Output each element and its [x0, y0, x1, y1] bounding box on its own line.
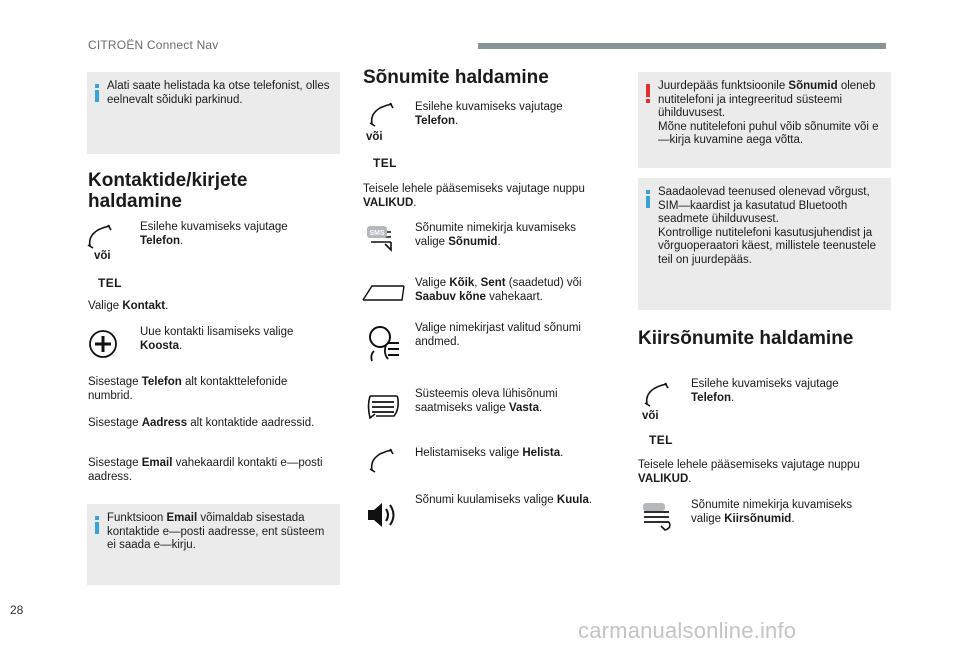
speaker-icon	[366, 500, 400, 530]
section-heading: Sõnumite haldamine	[363, 67, 549, 88]
bold-text: Sõnumid	[788, 80, 838, 92]
text: .	[165, 300, 169, 312]
step-text	[415, 101, 605, 128]
text: (saadetud) või	[505, 277, 582, 289]
phone-icon	[368, 102, 394, 128]
text: Helistamiseks valige	[415, 447, 523, 459]
bold-text: Koosta	[140, 339, 179, 352]
instruction	[88, 376, 328, 403]
instruction	[415, 222, 605, 249]
header-title: CITROËN Connect Nav	[88, 38, 219, 52]
text: .	[178, 339, 183, 352]
text: vahekaardil kontakti e—posti aadress.	[88, 457, 323, 483]
text: võimaldab sisestada kontaktide e—posti aadresse, ent süsteem ei saada e—kirju.	[107, 512, 325, 551]
tabs-icon	[362, 282, 406, 302]
step-text	[691, 378, 881, 405]
text: Sisestage	[88, 376, 142, 388]
text: Esilehe kuvamiseks vajutage	[691, 378, 839, 390]
bold-text: Kiirsõnumid	[724, 512, 792, 525]
section-heading: Kontaktide/kirjete haldamine	[88, 170, 248, 212]
sms-icon-text: SMS	[369, 230, 385, 237]
text: Sisestage	[88, 457, 142, 469]
text: Juurdepääs funktsioonile	[658, 80, 789, 92]
phone-icon	[643, 382, 669, 408]
info-note	[638, 178, 891, 310]
warning-note	[638, 72, 891, 168]
bold-text: Email	[141, 457, 173, 469]
instruction	[88, 457, 338, 484]
text: .	[413, 196, 417, 209]
bold-text: Kõik	[449, 277, 475, 289]
tel-button[interactable]: TEL	[649, 433, 673, 447]
bold-text: Telefon	[415, 114, 456, 127]
add-icon	[88, 329, 118, 359]
text: .	[588, 494, 593, 506]
text: Mõne nutitelefoni puhul võib sõnumite või e—kirja kuvamine aega võtta.	[658, 120, 879, 146]
instruction: Valige nimekirjast valitud sõnumi andmed.	[415, 322, 581, 348]
bold-text: Saabuv kõne	[415, 290, 486, 303]
or-label: või	[366, 131, 383, 143]
text: Teisele lehele pääsemiseks vajutage nuppu	[363, 183, 585, 195]
instruction	[363, 183, 613, 210]
text: .	[497, 235, 501, 248]
text: Funktsioon	[107, 512, 167, 524]
text: Sõnumi kuulamiseks valige	[415, 494, 557, 506]
text: .	[731, 391, 735, 404]
instruction	[140, 326, 330, 353]
text: Sisestage	[88, 417, 142, 429]
text: Uue kontakti lisamiseks valige	[140, 326, 294, 338]
text: Valige	[88, 300, 123, 312]
section-heading: Kiirsõnumite haldamine	[638, 328, 854, 349]
instruction	[415, 388, 605, 415]
text: Teisele lehele pääsemiseks vajutage nuppu	[638, 459, 860, 471]
text: Sõnumite nimekirja kuvamiseks valige	[691, 499, 853, 525]
text: .	[180, 234, 184, 247]
bold-text: Email	[166, 512, 198, 524]
text: .	[455, 114, 459, 127]
instruction	[691, 499, 881, 526]
bold-text: VALIKUD	[638, 472, 689, 485]
phone-icon	[86, 224, 112, 250]
watermark: carmanualsonline.info	[578, 618, 797, 643]
note-text: Alati saate helistada ka otse telefonist, olles eelnevalt sõiduki parkinud.	[107, 80, 330, 106]
or-label: või	[94, 250, 111, 262]
text: vahekaart.	[485, 290, 543, 303]
bold-text: Kuula	[556, 494, 589, 506]
or-label: või	[642, 410, 659, 422]
bold-text: Sent	[480, 277, 506, 289]
text: Süsteemis oleva lühisõnumi saatmiseks valige	[415, 388, 558, 414]
note-text	[107, 512, 335, 553]
info-note	[87, 72, 340, 154]
sms-messages-icon	[365, 224, 399, 254]
instruction	[415, 277, 605, 304]
text: Sõnumite nimekirja kuvamiseks valige	[415, 222, 577, 248]
note-text	[658, 186, 886, 267]
info-note	[87, 504, 340, 585]
bold-text: Sõnumid	[448, 235, 498, 248]
bold-text: Kontakt	[122, 300, 166, 312]
bold-text: Aadress	[141, 417, 188, 429]
bold-text: Telefon	[691, 391, 732, 404]
text: .	[791, 512, 795, 525]
page-number: 28	[10, 603, 24, 617]
header-bar	[478, 43, 886, 49]
tel-button[interactable]: TEL	[373, 156, 397, 170]
instruction	[88, 300, 328, 314]
text: alt kontaktide aadressid.	[187, 417, 315, 429]
text: ,	[474, 277, 481, 289]
note-text	[658, 80, 886, 148]
bold-text: Telefon	[140, 234, 181, 247]
instruction	[415, 447, 605, 461]
tel-button[interactable]: TEL	[98, 276, 122, 290]
text: .	[688, 472, 692, 485]
text: .	[560, 447, 564, 459]
bold-text: Telefon	[141, 376, 182, 388]
text: Esilehe kuvamiseks vajutage	[415, 101, 563, 113]
instruction	[638, 459, 888, 486]
text: Saadaolevad teenused olenevad võrgust, SIM—kaardist ja kasutatud Bluetooth seadmete ühilduvusest.	[658, 186, 870, 225]
text: Kontrollige nutitelefoni kasutusjuhendist ja võrguoperaatori käest, millistele teenustele teil on juurdepääs.	[658, 226, 876, 266]
text: oleneb nutitelefoni ja integreeritud süsteemi ühilduvusest.	[658, 80, 876, 119]
instruction	[88, 417, 338, 431]
text: Valige	[415, 277, 450, 289]
text: .	[539, 401, 543, 414]
text: alt kontakttelefonide numbrid.	[88, 376, 288, 402]
reply-message-icon	[366, 392, 400, 422]
instruction	[415, 494, 615, 508]
contact-search-icon	[368, 325, 400, 363]
step-text	[140, 221, 330, 248]
text: Esilehe kuvamiseks vajutage	[140, 221, 288, 233]
call-icon	[368, 448, 394, 474]
bold-text: VALIKUD	[363, 196, 414, 209]
quick-messages-icon	[641, 502, 675, 534]
bold-text: Helista	[522, 447, 561, 459]
bold-text: Vasta	[508, 401, 540, 414]
